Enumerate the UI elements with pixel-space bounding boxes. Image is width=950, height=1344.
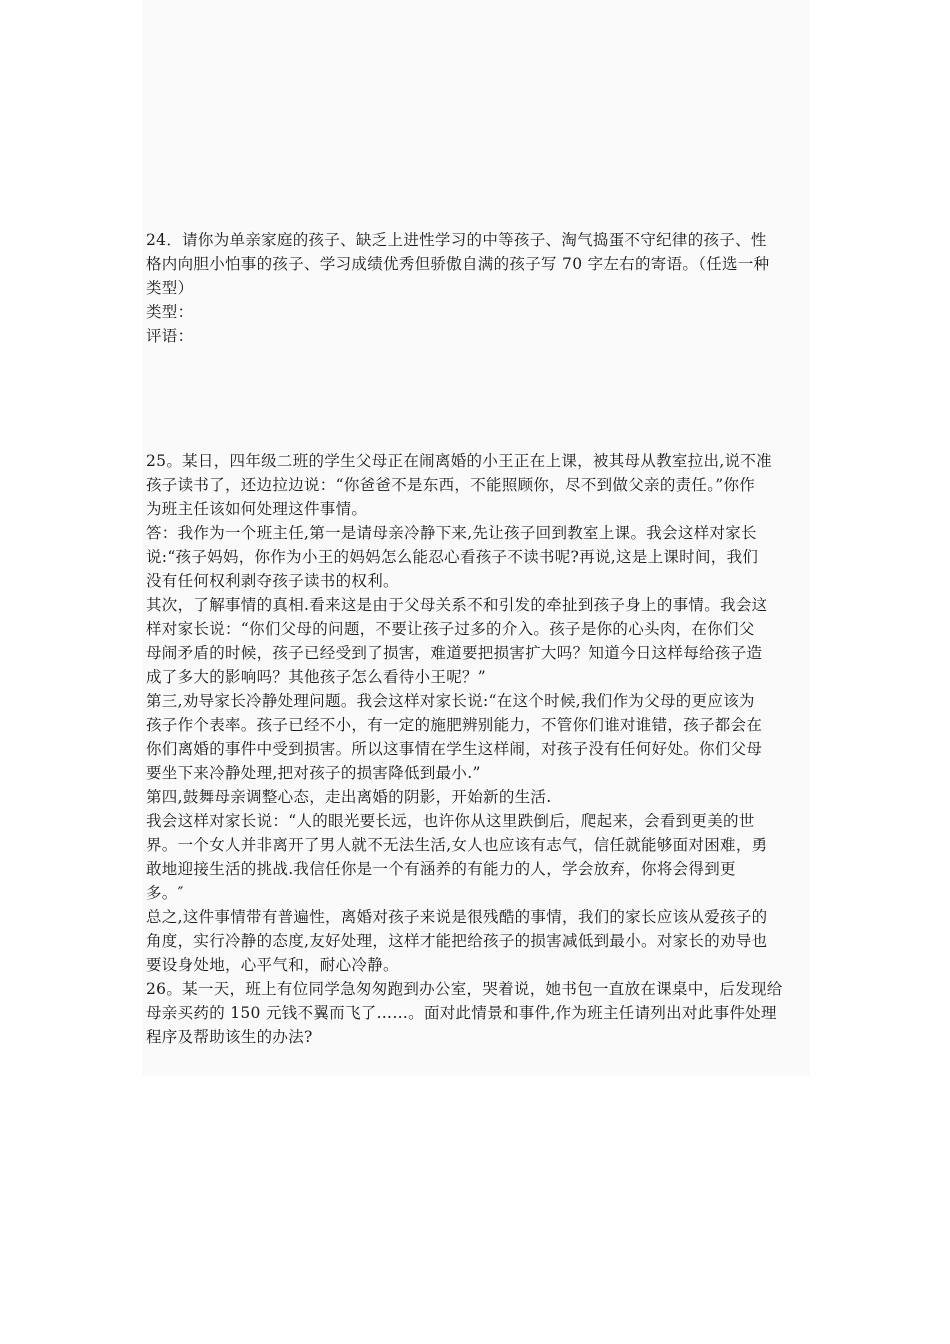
answer-line: 要设身处地，心平气和，耐心冷静。 — [146, 956, 399, 974]
answer-line: 我会这样对家长说：“人的眼光要长远，也许你从这里跌倒后，爬起来，会看到更美的世 — [146, 812, 755, 830]
question-25-line: 为班主任该如何处理这件事情。 — [146, 500, 368, 518]
answer-line: 样对家长说：“你们父母的问题，不要让孩子过多的介入。孩子是你的心头肉，在你们父 — [146, 620, 755, 638]
answer-line: 你们离婚的事件中受到损害。所以这事情在学生这样闹，对孩子没有任何好处。你们父母 — [146, 740, 763, 758]
question-26-line: 26。某一天，班上有位同学急匆匆跑到办公室，哭着说，她书包一直放在课桌中，后发现给 — [146, 980, 783, 998]
answer-line: 多。″ — [146, 884, 184, 902]
answer-line: 敢地迎接生活的挑战.我信任你是一个有涵养的有能力的人，学会放弃，你将会得到更 — [146, 860, 736, 878]
answer-line: 第四,鼓舞母亲调整心态，走出离婚的阴影，开始新的生活. — [146, 788, 552, 806]
answer-line: 第三,劝导家长冷静处理问题。我会这样对家长说:“在这个时候,我们作为父母的更应该为 — [146, 692, 755, 710]
answer-line: 总之,这件事情带有普遍性，离婚对孩子来说是很残酷的事情，我们的家长应该从爱孩子的 — [146, 908, 768, 926]
question-24-line: 类型） — [146, 279, 194, 297]
answer-line: 孩子作个表率。孩子已经不小，有一定的施肥辨别能力，不管你们谁对谁错，孩子都会在 — [146, 716, 763, 734]
answer-line: 角度，实行冷静的态度,友好处理，这样才能把给孩子的损害减低到最小。对家长的劝导也 — [146, 932, 768, 950]
answer-line: 答：我作为一个班主任,第一是请母亲冷静下来,先让孩子回到教室上课。我会这样对家长 — [146, 524, 757, 542]
type-label: 类型： — [146, 303, 194, 321]
answer-line: 没有任何权利剥夺孩子读书的权利。 — [146, 572, 399, 590]
answer-line: 成了多大的影响吗？其他孩子怎么看待小王呢？” — [146, 668, 487, 686]
answer-line: 说:“孩子妈妈，你作为小王的妈妈怎么能忍心看孩子不读书呢?再说,这是上课时间，我们 — [146, 548, 759, 566]
answer-line: 母闹矛盾的时候，孩子已经受到了损害，难道要把损害扩大吗？知道今日这样每给孩子造 — [146, 644, 763, 662]
answer-line: 其次，了解事情的真相.看来这是由于父母关系不和引发的牵扯到孩子身上的事情。我会这 — [146, 596, 768, 614]
question-25-line: 孩子读书了，还边拉边说：“你爸爸不是东西，不能照顾你，尽不到做父亲的责任。”你作 — [146, 476, 756, 494]
question-24 — [146, 228, 810, 348]
answer-line: 界。一个女人并非离开了男人就不无法生活,女人也应该有志气，信任就能够面对困难，勇 — [146, 836, 768, 854]
question-25 — [146, 449, 810, 1049]
question-26-line: 程序及帮助该生的办法? — [146, 1028, 313, 1046]
comment-label: 评语： — [146, 327, 194, 345]
question-26-line: 母亲买药的 150 元钱不翼而飞了……。面对此情景和事件,作为班主任请列出对此事件处理 — [146, 1004, 777, 1022]
question-24-line: 格内向胆小怕事的孩子、学习成绩优秀但骄傲自满的孩子写 70 字左右的寄语。（任选一种 — [146, 255, 770, 273]
question-25-line: 25。某日，四年级二班的学生父母正在闹离婚的小王正在上课，被其母从教室拉出,说不准 — [146, 452, 772, 470]
answer-line: 要坐下来冷静处理,把对孩子的损害降低到最小.” — [146, 764, 481, 782]
question-24-line: 24．请你为单亲家庭的孩子、缺乏上进性学习的中等孩子、淘气捣蛋不守纪律的孩子、性 — [146, 231, 767, 249]
